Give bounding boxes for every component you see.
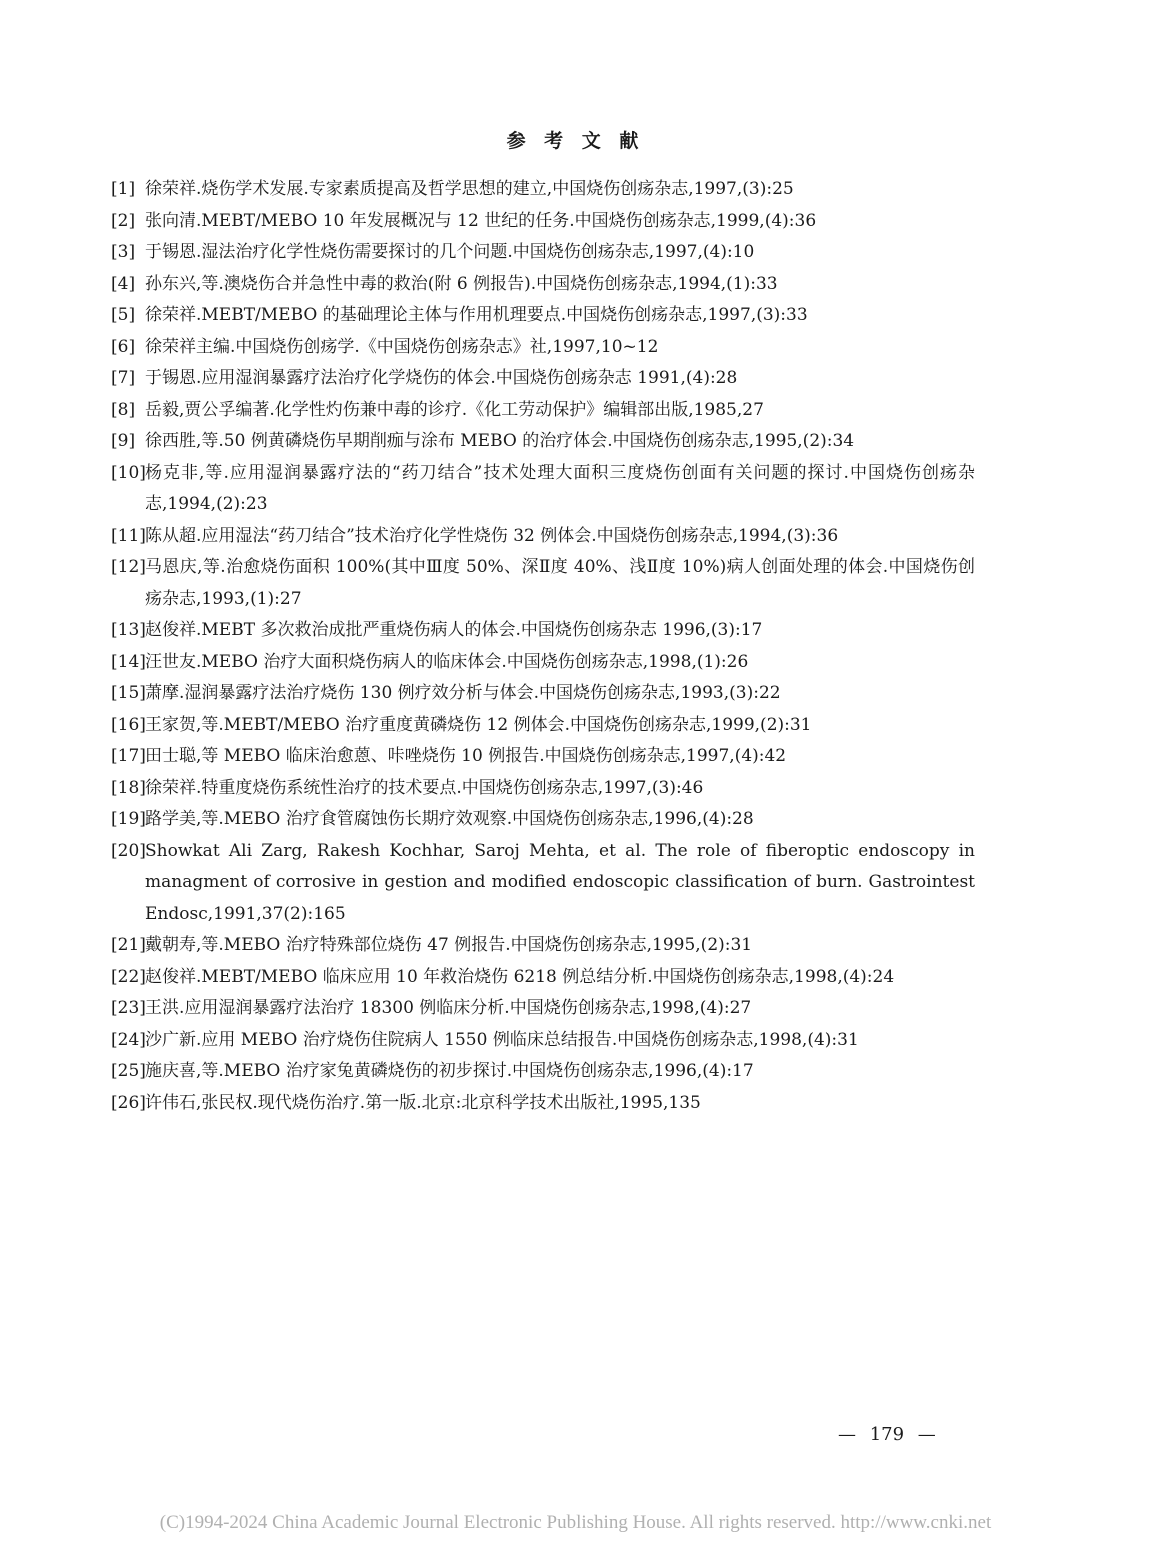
- reference-number: [3]: [111, 242, 136, 262]
- reference-text: 徐西胜,等.50 例黄磷烧伤早期削痂与涂布 MEBO 的治疗体会.中国烧伤创疡杂志,1995,(2):34: [145, 431, 855, 451]
- reference-number: [6]: [111, 336, 136, 357]
- reference-item: [111, 836, 975, 931]
- reference-number: [22]: [111, 966, 146, 987]
- reference-item: [111, 710, 975, 742]
- reference-number: [1]: [111, 179, 136, 199]
- reference-number: [17]: [111, 746, 146, 766]
- page-title: 参 考 文 献: [506, 130, 645, 152]
- reference-number: [25]: [111, 1061, 146, 1081]
- reference-number: [2]: [111, 210, 136, 231]
- reference-text: 赵俊祥.MEBT 多次救治成批严重烧伤病人的体会.中国烧伤创疡杂志 1996,(3):17: [145, 620, 763, 640]
- reference-text: 张向清.MEBT/MEBO 10 年发展概况与 12 世纪的任务.中国烧伤创疡杂志,1999,(4):36: [145, 210, 817, 231]
- reference-item: [111, 930, 975, 962]
- reference-item: [111, 804, 975, 836]
- reference-text: 王洪.应用湿润暴露疗法治疗 18300 例临床分析.中国烧伤创疡杂志,1998,(4):27: [145, 998, 752, 1018]
- reference-item: [111, 1088, 975, 1120]
- reference-text: 王家贺,等.MEBT/MEBO 治疗重度黄磷烧伤 12 例体会.中国烧伤创疡杂志,1999,(2):31: [145, 714, 812, 735]
- reference-text: 孙东兴,等.澳烧伤合并急性中毒的救治(附 6 例报告).中国烧伤创疡杂志,1994,(1):33: [145, 273, 778, 294]
- reference-number: [8]: [111, 399, 136, 420]
- reference-text: 徐荣祥主编.中国烧伤创疡学.《中国烧伤创疡杂志》社,1997,10~12: [145, 336, 659, 357]
- reference-text: 汪世友.MEBO 治疗大面积烧伤病人的临床体会.中国烧伤创疡杂志,1998,(1):26: [145, 651, 749, 672]
- reference-item: [111, 993, 975, 1025]
- reference-text: 陈从超.应用湿法“药刀结合”技术治疗化学性烧伤 32 例体会.中国烧伤创疡杂志,1994,(3):36: [145, 525, 839, 546]
- reference-number: [14]: [111, 651, 146, 672]
- reference-text: 于锡恩.应用湿润暴露疗法治疗化学烧伤的体会.中国烧伤创疡杂志 1991,(4):28: [145, 368, 738, 388]
- reference-text: 沙广新.应用 MEBO 治疗烧伤住院病人 1550 例临床总结报告.中国烧伤创疡杂志,1998,(4):31: [145, 1029, 859, 1050]
- copyright-footer: (C)1994-2024 China Academic Journal Electronic Publishing House. All rights reserved. http://www.cnki.net: [159, 1512, 992, 1533]
- reference-item: [111, 773, 975, 805]
- reference-number: [18]: [111, 777, 146, 798]
- reference-text: 徐荣祥.特重度烧伤系统性治疗的技术要点.中国烧伤创疡杂志,1997,(3):46: [145, 777, 704, 798]
- reference-number: [4]: [111, 273, 136, 294]
- reference-item: [111, 521, 975, 553]
- reference-number: [5]: [111, 305, 136, 325]
- reference-number: [26]: [111, 1092, 146, 1113]
- reference-text: 萧摩.湿润暴露疗法治疗烧伤 130 例疗效分析与体会.中国烧伤创疡杂志,1993,(3):22: [145, 683, 781, 703]
- reference-item: [111, 741, 975, 773]
- reference-text: 徐荣祥.烧伤学术发展.专家素质提高及哲学思想的建立,中国烧伤创疡杂志,1997,(3):25: [145, 179, 794, 199]
- reference-item: [111, 1056, 975, 1088]
- reference-item: [111, 678, 975, 710]
- reference-text: 马恩庆,等.治愈烧伤面积 100%(其中Ⅲ度 50%、深Ⅱ度 40%、浅Ⅱ度 10%)病人创面处理的体会.中国烧伤创疡杂志,1993,(1):27: [145, 557, 975, 609]
- reference-number: [20]: [111, 840, 146, 861]
- reference-item: [111, 426, 975, 458]
- reference-number: [24]: [111, 1029, 146, 1050]
- reference-number: [9]: [111, 431, 136, 451]
- reference-item: [111, 458, 975, 521]
- reference-item: [111, 300, 975, 332]
- reference-item: [111, 615, 975, 647]
- reference-item: [111, 395, 975, 427]
- reference-item: [111, 552, 975, 615]
- reference-number: [19]: [111, 809, 146, 829]
- reference-item: [111, 647, 975, 679]
- reference-number: [7]: [111, 368, 136, 388]
- reference-number: [13]: [111, 620, 146, 640]
- reference-number: [10]: [111, 462, 146, 483]
- reference-text: 赵俊祥.MEBT/MEBO 临床应用 10 年救治烧伤 6218 例总结分析.中国烧伤创疡杂志,1998,(4):24: [145, 966, 895, 987]
- reference-item: [111, 206, 975, 238]
- reference-item: [111, 237, 975, 269]
- reference-number: [12]: [111, 557, 146, 577]
- reference-number: [16]: [111, 714, 146, 735]
- reference-number: [23]: [111, 998, 146, 1018]
- reference-number: [11]: [111, 525, 146, 546]
- reference-list: [111, 174, 975, 1119]
- reference-number: [21]: [111, 935, 146, 955]
- reference-item: [111, 962, 975, 994]
- page-number: — 179 —: [838, 1424, 936, 1445]
- reference-item: [111, 174, 975, 206]
- reference-text: 于锡恩.湿法治疗化学性烧伤需要探讨的几个问题.中国烧伤创疡杂志,1997,(4):10: [145, 242, 755, 262]
- reference-item: [111, 1025, 975, 1057]
- reference-text: 岳毅,贾公孚编著.化学性灼伤兼中毒的诊疗.《化工劳动保护》编辑部出版,1985,27: [145, 399, 764, 420]
- reference-text: 施庆喜,等.MEBO 治疗家兔黄磷烧伤的初步探讨.中国烧伤创疡杂志,1996,(4):17: [145, 1061, 754, 1081]
- reference-text: 许伟石,张民权.现代烧伤治疗.第一版.北京:北京科学技术出版社,1995,135: [145, 1092, 701, 1113]
- reference-item: [111, 363, 975, 395]
- reference-text: 田士聪,等 MEBO 临床治愈蒽、咔唑烧伤 10 例报告.中国烧伤创疡杂志,1997,(4):42: [145, 746, 787, 766]
- reference-text: 徐荣祥.MEBT/MEBO 的基础理论主体与作用机理要点.中国烧伤创疡杂志,1997,(3):33: [145, 305, 808, 325]
- reference-text: 路学美,等.MEBO 治疗食管腐蚀伤长期疗效观察.中国烧伤创疡杂志,1996,(4):28: [145, 809, 754, 829]
- reference-text: 杨克非,等.应用湿润暴露疗法的“药刀结合”技术处理大面积三度烧伤创面有关问题的探讨.中国烧伤创疡杂志,1994,(2):23: [145, 462, 975, 514]
- reference-number: [15]: [111, 683, 146, 703]
- reference-item: [111, 269, 975, 301]
- reference-text: Showkat Ali Zarg, Rakesh Kochhar, Saroj Mehta, et al. The role of fiberoptic endoscopy in managment of corrosive in gestion and modified endoscopic classification of burn. Gastrointest Endosc,1991,37(2):165: [145, 840, 975, 924]
- reference-item: [111, 332, 975, 364]
- reference-text: 戴朝寿,等.MEBO 治疗特殊部位烧伤 47 例报告.中国烧伤创疡杂志,1995,(2):31: [145, 935, 753, 955]
